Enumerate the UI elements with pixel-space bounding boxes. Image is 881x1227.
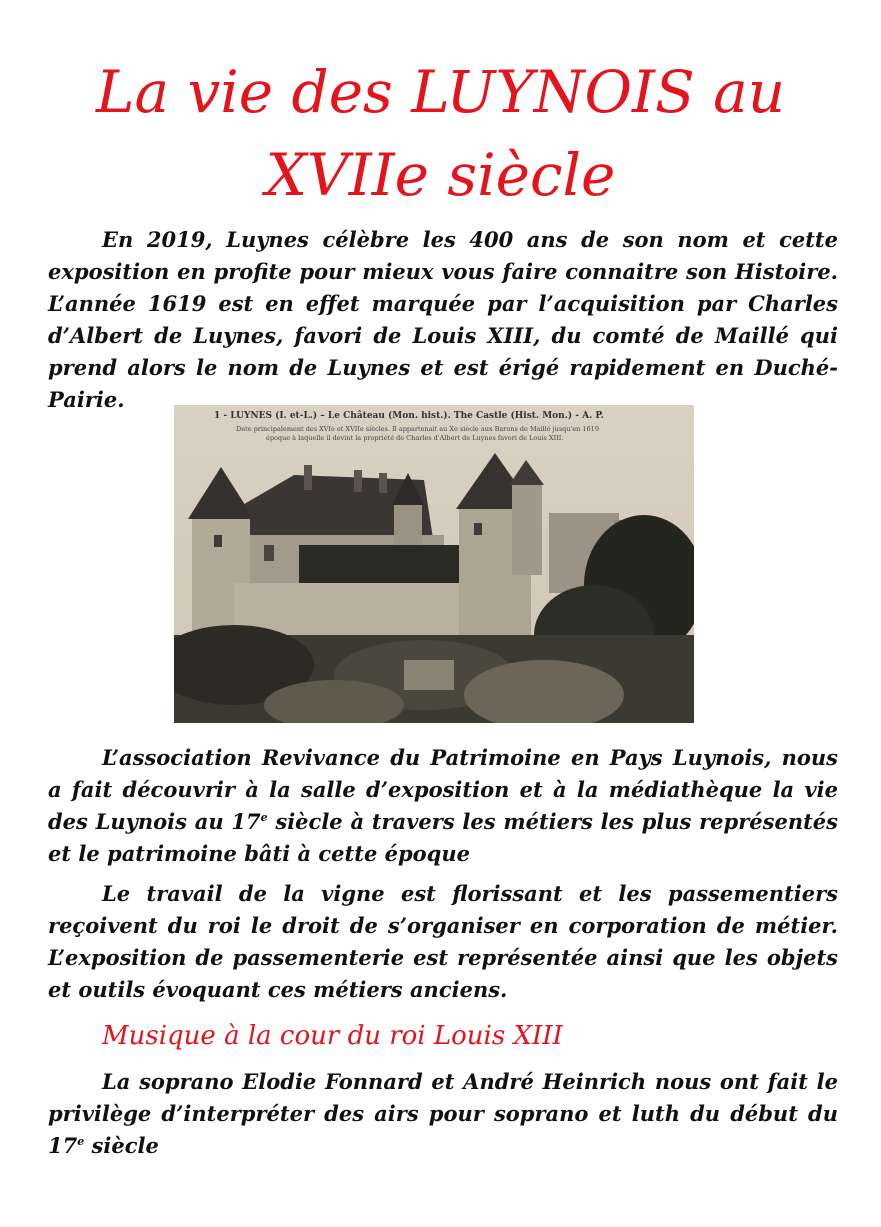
page-title-line-2: XVIIe siècle — [265, 141, 616, 209]
page-title-line-1: La vie des LUYNOIS au — [95, 58, 786, 126]
music-text: La soprano Elodie Fonnard et André Heinrich nous ont fait le privilège d’interpréter des airs pour soprano et luth du début du 17 — [48, 1069, 838, 1158]
castle-photo — [174, 405, 694, 723]
music-text-end: siècle — [84, 1133, 159, 1158]
association-text: L’association Revivance du Patrimoine en Pays Luynois, nous a fait découvrir à la salle d’exposition et à la médiathèque la vie des Luynois au 17 — [48, 745, 838, 834]
vineyard-paragraph: Le travail de la vigne est florissant et les passementiers reçoivent du roi le droit de s’organiser en corporation de métier. L’exposition de passementerie est représentée ainsi que les objets et outils évoquant ces métiers anciens. — [48, 881, 838, 1002]
photo-caption-line-1: 1 - LUYNES (I. et-L.) – Le Château (Mon. hist.). The Castle (Hist. Mon.) - A. P. — [214, 411, 604, 421]
association-text-end: siècle à travers les métiers les plus représentés et le patrimoine bâti à cette époque — [48, 809, 838, 866]
photo-caption-line-2: Date principalement des XVIe et XVIIe siècles. Il appartenait au Xe siècle aux Barons de Maillé jusqu'en 1619 — [236, 425, 599, 433]
superscript-e: e — [260, 811, 268, 824]
music-paragraph — [48, 1066, 838, 1162]
superscript-e: e — [77, 1135, 85, 1148]
music-subheading: Musique à la cour du roi Louis XIII — [102, 1021, 563, 1051]
association-paragraph — [48, 742, 838, 870]
intro-paragraph: En 2019, Luynes célèbre les 400 ans de son nom et cette exposition en profite pour mieux vous faire connaitre son Histoire. L’année 1619 est en effet marquée par l’acquisition par Charles d’Albert de Luynes, favori de Louis XIII, du comté de Maillé qui prend alors le nom de Luynes et est érigé rapidement en Duché-Pairie. — [48, 227, 838, 412]
photo-caption-line-3: époque à laquelle il devint la propriété de Charles d'Albert de Luynes favori de Louis XIII. — [266, 434, 564, 442]
